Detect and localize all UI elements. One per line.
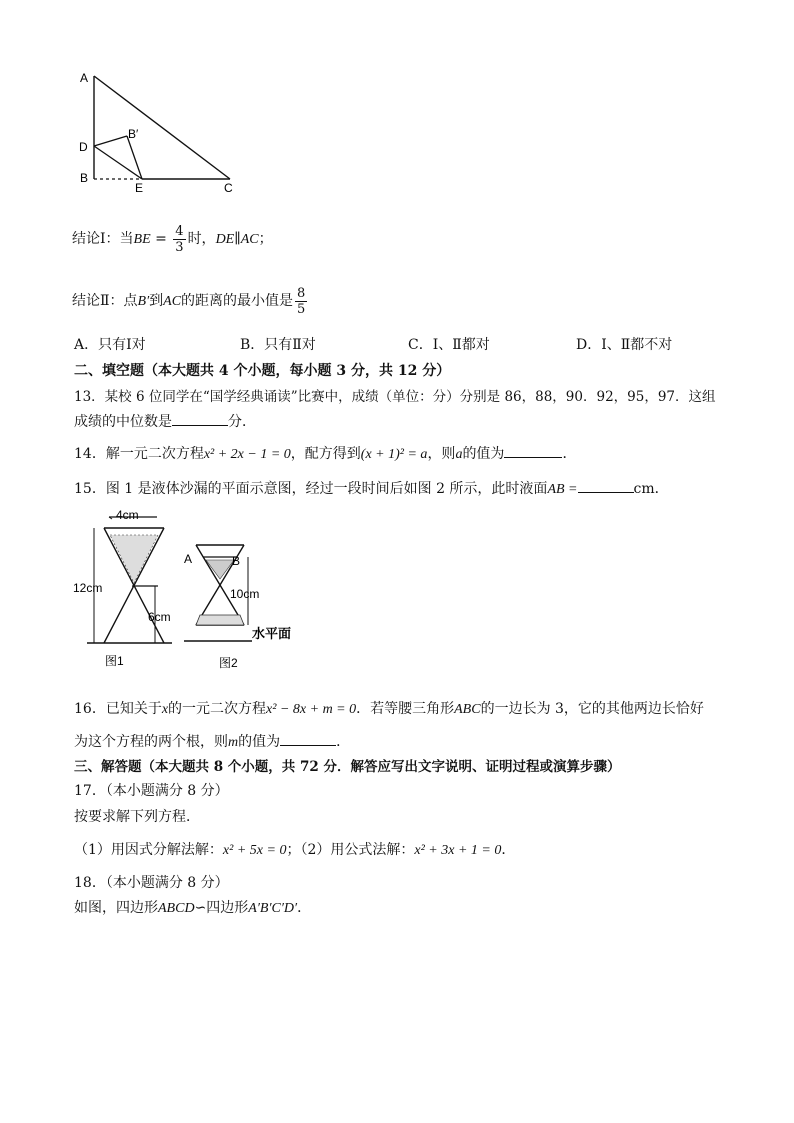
fig1-half-label: 6cm: [148, 610, 171, 624]
triangle-figure: [70, 66, 250, 194]
fig1-height-label: 12cm: [73, 581, 103, 595]
option-a[interactable]: A．只有Ⅰ对: [74, 337, 146, 353]
label-b: B: [80, 171, 89, 185]
fig1-caption: 图1: [105, 654, 124, 668]
q15-answer-blank[interactable]: [578, 478, 634, 493]
section-3-title: 三、解答题（本大题共 8 个小题，共 72 分．解答应写出文字说明、证明过程或演算步骤）: [74, 759, 621, 775]
fig1-width-label: 4cm: [116, 508, 139, 522]
q13-line-1: 13．某校 6 位同学在“国学经典诵读”比赛中，成绩（单位：分）分别是 86，88，90．92，95，97．这组: [74, 389, 716, 405]
label-b-prime: B′: [128, 127, 139, 141]
fig2-label-a: A: [184, 552, 193, 566]
hourglass-figure: [72, 505, 312, 675]
segment-be-fold: [127, 136, 142, 179]
label-d: D: [79, 140, 88, 154]
q17-heading: 17．（本小题满分 8 分）: [74, 783, 229, 799]
q14-answer-blank[interactable]: [504, 443, 562, 458]
conclusion-1: 结论Ⅰ：当BE = $\frac{4}{3}$ 时，DE∥AC；: [72, 223, 273, 255]
fig2-caption: 图2: [219, 656, 238, 670]
label-a: A: [80, 71, 89, 85]
side-ac: [94, 76, 230, 179]
q13-answer-blank[interactable]: [172, 411, 228, 426]
fig2-lower-liquid: [196, 615, 244, 625]
fig2-water-level-label: 水平面: [252, 626, 292, 641]
q16-answer-blank[interactable]: [280, 731, 336, 746]
conclusion-2: 结论Ⅱ：点B′到AC的距离的最小值是 $\frac{8}{5}$: [72, 285, 306, 317]
label-c: C: [224, 181, 233, 194]
label-e: E: [135, 181, 144, 194]
q15-text: 15．图 1 是液体沙漏的平面示意图，经过一段时间后如图 2 所示，此时液面AB = cm．: [74, 478, 669, 498]
fig2-height-label: 10cm: [230, 587, 260, 601]
q18-heading: 18．（本小题满分 8 分）: [74, 875, 229, 891]
section-2-title: 二、填空题（本大题共 4 个小题，每小题 3 分，共 12 分）: [74, 363, 451, 379]
q17-parts: （1）用因式分解法解：x² + 5x = 0；（2）用公式法解：x² + 3x + 1 = 0．: [74, 842, 516, 858]
q17-instruction: 按要求解下列方程．: [74, 809, 200, 825]
fig1-liquid: [110, 535, 158, 583]
q16-line-1: 16．已知关于x的一元二次方程x² − 8x + m = 0．若等腰三角形ABC的一边长为 3，它的其他两边长恰好: [74, 701, 704, 717]
segment-de: [94, 146, 142, 179]
option-b[interactable]: B．只有Ⅱ对: [240, 337, 316, 353]
option-c[interactable]: C．Ⅰ、Ⅱ都对: [408, 337, 490, 353]
fig2-label-b: B: [232, 554, 241, 568]
q14-text: 14．解一元二次方程x² + 2x − 1 = 0，配方得到(x + 1)² = a，则a的值为 ．: [74, 443, 576, 463]
q16-line-2: 为这个方程的两个根，则m的值为 ．: [74, 731, 350, 751]
segment-db: [94, 136, 127, 146]
q13-line-2: 成绩的中位数是 分．: [74, 411, 256, 431]
option-d[interactable]: D．Ⅰ、Ⅱ都不对: [576, 337, 673, 353]
q18-text: 如图，四边形ABCD∽四边形A′B′C′D′．: [74, 900, 312, 916]
